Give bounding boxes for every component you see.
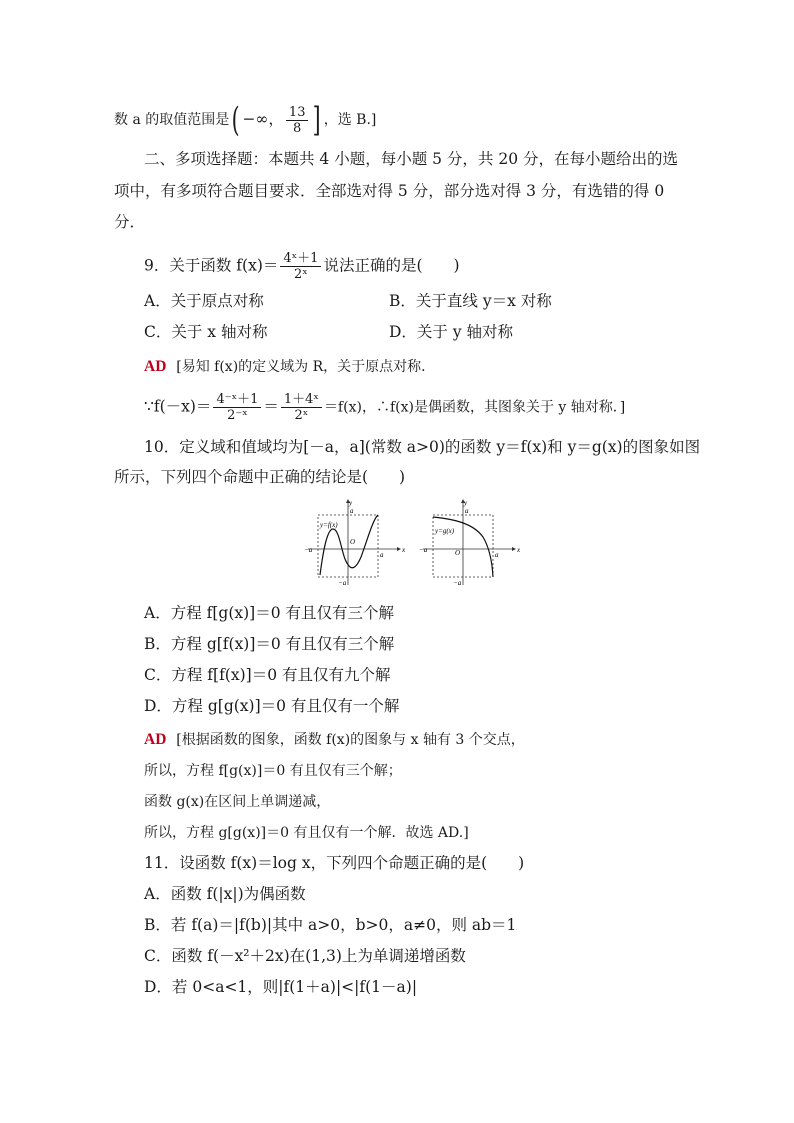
q9-prefix: 9．关于函数 f(x)＝ (144, 256, 279, 275)
fraction-13-8 (286, 105, 309, 136)
q9-suffix: 说法正确的是( ) (323, 256, 460, 275)
q10-explanation-1: [根据函数的图象，函数 f(x)的图象与 x 轴有 3 个交点， (176, 732, 525, 748)
q9-answer (144, 355, 435, 378)
a-top: a (350, 507, 354, 515)
func-label: y=g(x) (435, 527, 455, 535)
section-heading-line3: 分． (114, 213, 146, 231)
q9-e2-equals: ＝ (263, 397, 279, 416)
q9-answer-label: AD (144, 358, 167, 375)
fraction-numerator: 13 (286, 105, 309, 121)
question-9 (144, 251, 460, 282)
q9-explanation-1: [易知 f(x)的定义域为 R，关于原点对称． (176, 359, 436, 375)
a-right: a (380, 551, 384, 559)
left-paren: ( (231, 100, 240, 140)
q10-option-d: D．方程 g[g(x)]＝0 有且仅有一个解 (144, 697, 400, 715)
figure-f-graph (303, 497, 413, 587)
fraction-denominator: 8 (293, 120, 302, 136)
q10-option-c: C．方程 f[f(x)]＝0 有且仅有九个解 (144, 666, 391, 684)
neg-infinity: −∞， (242, 110, 284, 128)
q9-numerator: 4ˣ＋1 (280, 251, 321, 267)
q11-option-a: A．函数 f(|x|)为偶函数 (144, 885, 306, 903)
a-top: a (465, 507, 469, 515)
x-label: x (402, 546, 406, 554)
x-label: x (517, 546, 521, 554)
question-10-line2: 所示，下列四个命题中正确的结论是( ) (114, 468, 406, 486)
origin: O (350, 538, 356, 546)
q9-e2-den2: 2ˣ (294, 408, 309, 423)
q11-option-d: D．若 0<a<1，则|f(1＋a)|<|f(1－a)| (144, 978, 418, 996)
q9-e2-prefix: ∵f(－x)＝ (144, 397, 212, 416)
q9-denominator: 2ˣ (294, 267, 308, 282)
q9-option-d: D．关于 y 轴对称 (389, 323, 514, 341)
a-neg-bottom: −a (338, 579, 347, 587)
y-label: y (464, 499, 468, 507)
range-text-prefix: 数 a 的取值范围是 (114, 112, 230, 128)
section-heading-line1: 二、多项选择题：本题共 4 小题，每小题 5 分，共 20 分，在每小题给出的选 (144, 150, 679, 168)
question-10-line1: 10．定义域和值域均为[－a，a](常数 a>0)的函数 y＝f(x)和 y＝g(x)的图象如图 (144, 438, 701, 456)
a-neg-left: −a (304, 546, 313, 554)
q10-explanation-3: 函数 g(x)在区间上单调递减， (144, 794, 331, 810)
question-11: 11．设函数 f(x)＝log x，下列四个命题正确的是( ) (144, 854, 525, 872)
a-right: a (495, 551, 499, 559)
right-bracket: ] (313, 100, 322, 140)
q9-option-c: C．关于 x 轴对称 (144, 323, 268, 341)
range-text-suffix: ，选 B.] (323, 112, 377, 128)
answer-range-line (114, 100, 377, 140)
q10-option-b: B．方程 g[f(x)]＝0 有且仅有三个解 (144, 635, 395, 653)
q9-e2-num1: 4⁻ˣ＋1 (213, 392, 261, 408)
q10-explanation-2: 所以，方程 f[g(x)]＝0 有且仅有三个解； (144, 763, 402, 779)
q10-option-a: A．方程 f[g(x)]＝0 有且仅有三个解 (144, 604, 394, 622)
q9-explanation-2 (144, 392, 625, 423)
func-label: y=f(x) (320, 521, 338, 529)
q11-option-c: C．函数 f(－x²＋2x)在(1,3)上为单调递增函数 (144, 947, 466, 965)
x-axis-arrow (397, 547, 401, 551)
q10-answer (144, 728, 525, 751)
q9-e2-den1: 2⁻ˣ (227, 408, 248, 423)
q9-fraction (280, 251, 321, 282)
q9-option-b: B．关于直线 y＝x 对称 (389, 292, 552, 310)
x-axis-arrow (512, 547, 516, 551)
q11-option-b: B．若 f(a)＝|f(b)|其中 a>0，b>0，a≠0，则 ab＝1 (144, 916, 517, 934)
q9-e2-num2: 1＋4ˣ (281, 392, 322, 408)
a-neg-bottom: −a (453, 579, 462, 587)
q9-e2-suffix: ＝f(x)，∴f(x)是偶函数，其图象关于 y 轴对称．] (323, 399, 626, 416)
figure-g-graph (418, 497, 528, 587)
q9-e2-fraction-2 (281, 392, 322, 423)
q9-e2-fraction-1 (213, 392, 261, 423)
a-neg-left: −a (419, 546, 428, 554)
section-heading-line2: 项中，有多项符合题目要求．全部选对得 5 分，部分选对得 3 分，有选错的得 0 (114, 182, 665, 200)
origin: O (455, 549, 461, 557)
q10-explanation-4: 所以，方程 g[g(x)]＝0 有且仅有一个解．故选 AD.] (144, 825, 469, 841)
q10-answer-label: AD (144, 731, 167, 748)
q9-option-a: A．关于原点对称 (144, 292, 264, 310)
y-label: y (349, 499, 353, 507)
